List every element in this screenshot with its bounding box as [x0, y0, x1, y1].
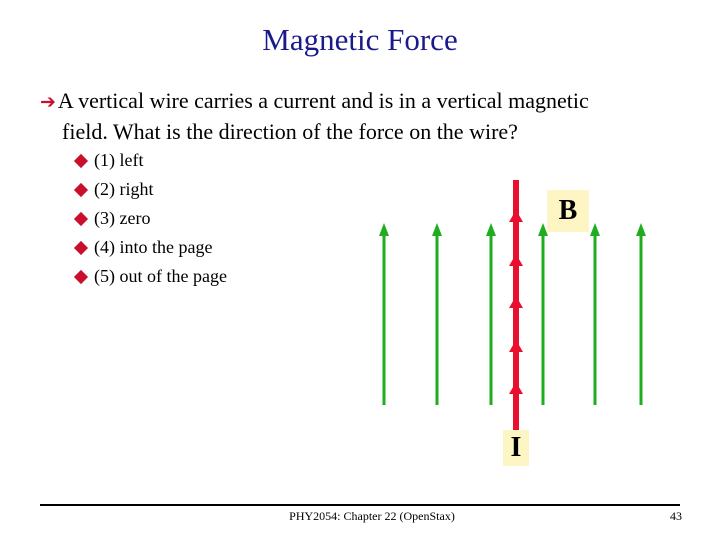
field-line [590, 223, 600, 405]
field-line [379, 223, 389, 405]
slide-title: Magnetic Force [262, 22, 458, 57]
footer-divider [40, 504, 680, 506]
field-label: B [547, 190, 589, 232]
option-label: (5) out of the page [94, 266, 227, 286]
option-label: (4) into the page [94, 237, 213, 257]
option-label: (1) left [94, 150, 144, 170]
current-wire [509, 180, 523, 430]
current-label: I [503, 430, 529, 466]
question-line-2: field. What is the direction of the force on the wire? [62, 119, 518, 144]
field-line [636, 223, 646, 405]
current-arrow [509, 254, 523, 266]
current-arrow [509, 382, 523, 394]
current-arrow [509, 210, 523, 222]
field-line [486, 223, 496, 405]
question-line-1: A vertical wire carries a current and is in a vertical magnetic [57, 88, 589, 113]
field-line [432, 223, 442, 405]
magnetic-field-lines [379, 223, 646, 405]
current-arrow [509, 340, 523, 352]
field-line [538, 223, 548, 405]
arrow-bullet-icon: ➔ [40, 91, 56, 113]
page-number: 43 [670, 509, 682, 523]
current-arrow [509, 296, 523, 308]
option-label: (2) right [94, 179, 154, 199]
footer-course: PHY2054: Chapter 22 (OpenStax) [289, 509, 455, 523]
option-label: (3) zero [94, 208, 151, 228]
